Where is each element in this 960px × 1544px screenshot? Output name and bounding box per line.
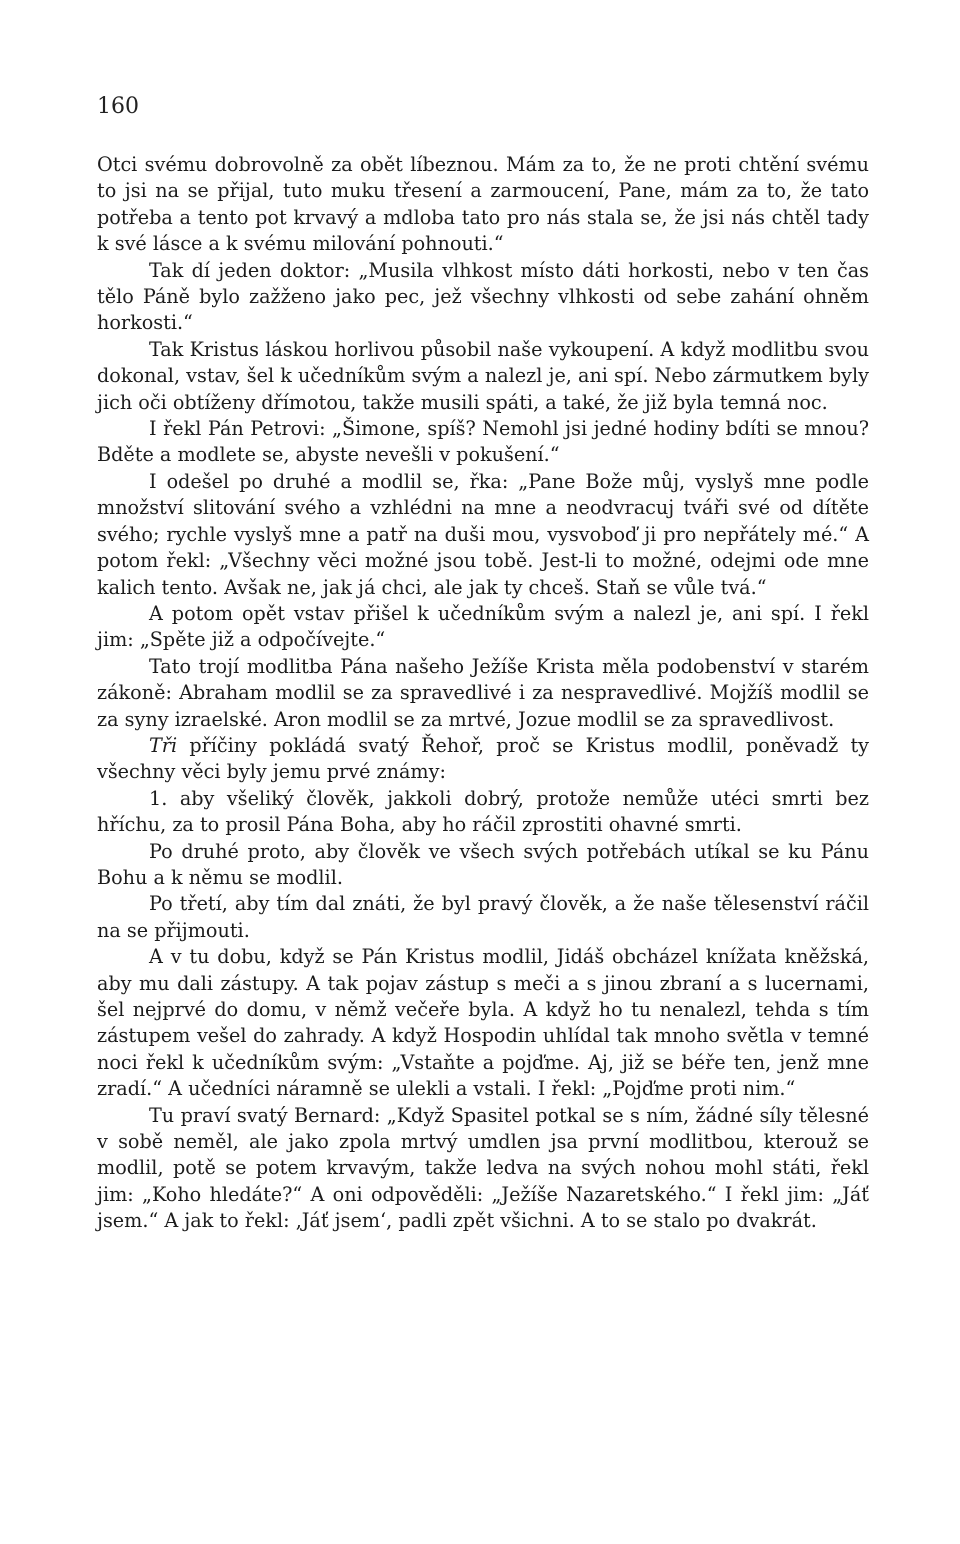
paragraph-13: Tu praví svatý Bernard: „Když Spasitel potkal se s ním, žádné síly tělesné v sobě neměl, ale jako zpola mrtvý umdlen jsa první modlitbou, kterouž se modlil, potě se potem krvavým, takže ledva na svých nohou mohl státi, řekl jim: „Koho hledáte?“ A oni odpověděli: „Ježíše Nazaretského.“ I řekl jim: „Jáť jsem.“ A jak to řekl: ‚Jáť jsem‘, padli zpět všichni. A to se stalo po dvakrát. — [97, 1103, 869, 1233]
paragraph-4: I řekl Pán Petrovi: „Šimone, spíš? Nemohl jsi jedné hodiny bdíti se mnou? Bděte a modlete se, abyste nevešli v pokušení.“ — [97, 417, 869, 467]
paragraph-12: A v tu dobu, když se Pán Kristus modlil, Jidáš obcházel knížata kněžská, aby mu dali zástupy. A tak pojav zástup s meči a s jinou zbraní a s lucernami, šel nejprvé do domu, v němž večeře byla. A když ho tu nenalezl, tehda s tím zástupem vešel do zahrady. A když Hospodin uhlídal tak mnoho světla v temné noci řekl k učedníkům svým: „Vstaňte a pojďme. Aj, již se béře ten, jenž mne zradí.“ A učedníci náramně se ulekli a vstali. I řekl: „Pojďme proti nim.“ — [97, 945, 869, 1101]
paragraph-10: Po druhé proto, aby člověk ve všech svých potřebách utíkal se ku Pánu Bohu a k němu se modlil. — [97, 839, 869, 889]
paragraph-9: 1. aby všeliký člověk, jakkoli dobrý, protože nemůže utéci smrti bez hříchu, za to prosil Pána Boha, aby ho ráčil zprostiti ohavné smrti. — [97, 786, 869, 837]
paragraph-2: Tak dí jeden doktor: „Musila vlhkost místo dáti horkosti, nebo v ten čas tělo Páně bylo zažženo jako pec, jež všechny vlhkosti od sebe zahání ohněm horkosti.“ — [97, 258, 869, 335]
paragraph-8 — [97, 733, 869, 786]
page-number: 160 — [97, 94, 139, 119]
italic-lead-word: Tři — [149, 733, 178, 757]
paragraph-11: Po třetí, aby tím dal znáti, že byl pravý člověk, a že naše tělesenství ráčil na se přijmouti. — [97, 892, 869, 942]
paragraph-3: Tak Kristus láskou horlivou působil naše vykoupení. A když modlitbu svou dokonal, vstav, šel k učedníkům svým a nalezl je, ani spí. Nebo zármutkem byly jich oči obtíženy dřímotou, takže musili spáti, a také, že již byla temná noc. — [97, 337, 869, 414]
paragraph-1: Otci svému dobrovolně za obět líbeznou. Mám za to, že ne proti chtění svému to jsi na se přijal, tuto muku třesení a zarmoucení, Pane, mám za to, že tato potřeba a tento pot krvavý a mdloba tato pro nás stala se, že jsi nás chtěl tady k své lásce a k svému milování pohnouti.“ — [97, 153, 869, 256]
paragraph-5: I odešel po druhé a modlil se, řka: „Pane Bože můj, vyslyš mne podle množství slitování svého a vzhlédni na mne a neodvracuj tváři své od dítěte svého; rychle vyslyš mne a patř na duši mou, vysvoboď ji pro nepřátely mé.“ A potom řekl: „Všechny věci možné jsou tobě. Jest-li to možné, odejmi ode mne kalich tento. Avšak ne, jak já chci, ale jak ty chceš. Staň se vůle tvá.“ — [97, 469, 869, 599]
paragraph-7: Tato trojí modlitba Pána našeho Ježíše Krista měla podobenství v starém zákoně: Abraham modlil se za spravedlivé i za nespravedlivé. Mojžíš modlil se za syny izraelské. Aron modlil se za mrtvé, Jozue modlil se za spravedlivost. — [97, 654, 869, 731]
body-text — [97, 152, 869, 1235]
paragraph-8-text: příčiny pokládá svatý Řehoř, proč se Kristus modlil, poněvadž ty všechny věci byly jemu prvé známy: — [97, 733, 869, 784]
paragraph-6: A potom opět vstav přišel k učedníkům svým a nalezl je, ani spí. I řekl jim: „Spěte již a odpočívejte.“ — [97, 601, 869, 652]
